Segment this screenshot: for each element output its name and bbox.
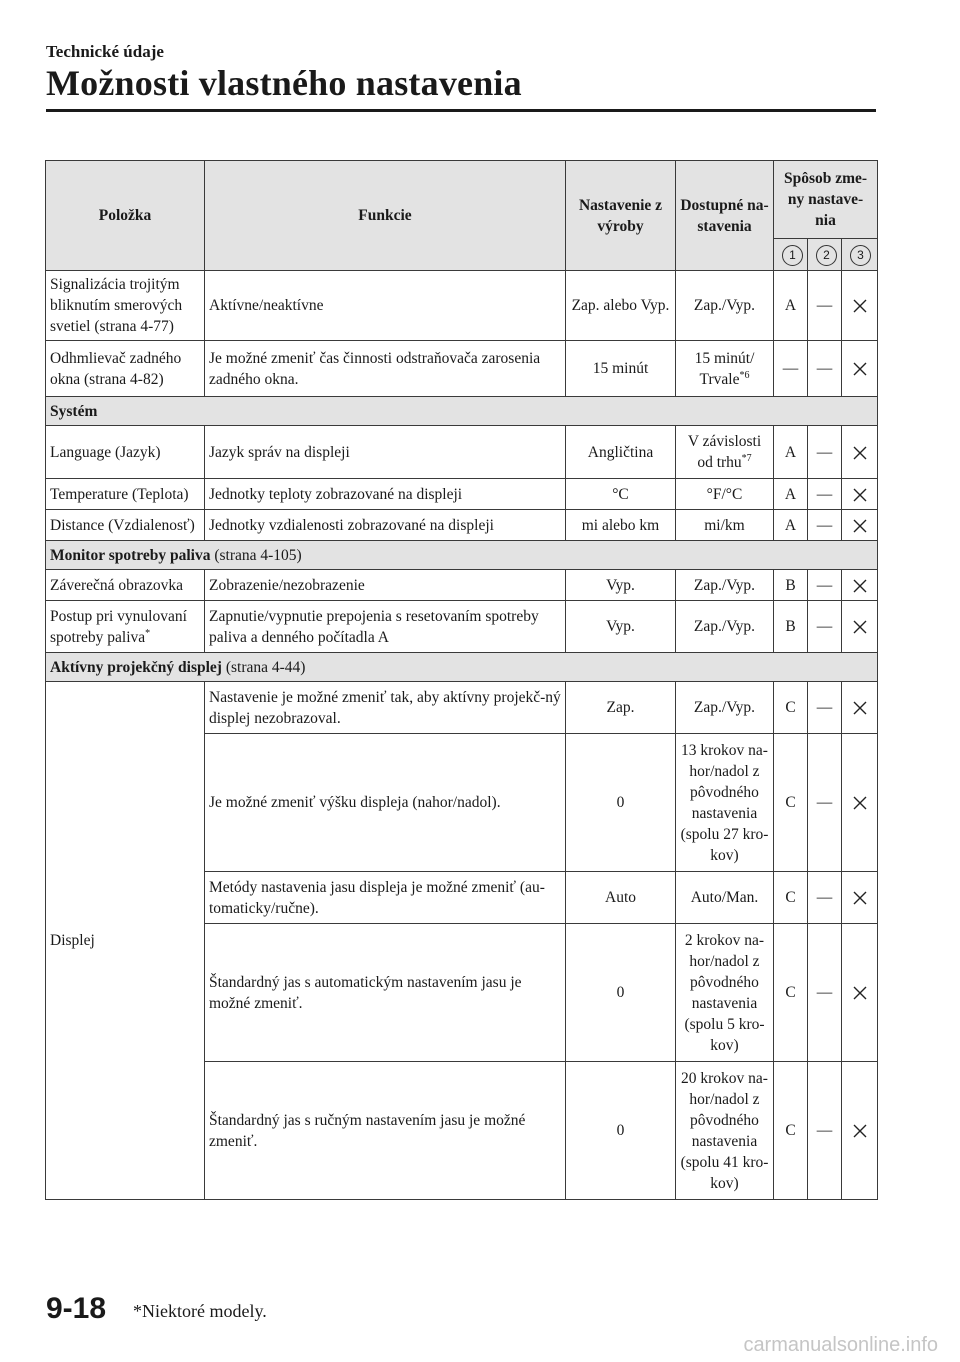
table-row: Metódy nastavenia jasu displeja je možné zmeniť (au-tomaticky/ručne). Auto Auto/Man. C — <box>46 872 878 924</box>
section-fuel-monitor: Monitor spotreby paliva (strana 4-105) <box>46 541 878 570</box>
header-available-settings: Dostupné na-stavenia <box>676 161 774 271</box>
table-row: Záverečná obrazovka Zobrazenie/nezobrazenie Vyp. Zap./Vyp. B — <box>46 570 878 601</box>
table-row: Displej Nastavenie je možné zmeniť tak, aby aktívny projekč-ný displej nezobrazoval. Zap. Zap./Vyp. C — <box>46 682 878 734</box>
not-available-x-icon <box>842 872 878 924</box>
not-available-x-icon <box>842 601 878 653</box>
header-item: Položka <box>46 161 205 271</box>
method-3-icon: 3 <box>850 245 871 266</box>
method-2-icon: 2 <box>816 245 837 266</box>
not-available-x-icon <box>842 734 878 872</box>
table-row: Štandardný jas s ručným nastavením jasu je možné zmeniť. 0 20 krokov na-hor/nadol z pôvodného nastavenia (spolu 41 kro-kov) C — <box>46 1062 878 1200</box>
page-number: 9-18 <box>46 1292 107 1325</box>
table-row: Postup pri vynulovaní spotreby paliva* Zapnutie/vypnutie prepojenia s resetovaním spotreby paliva a denného počítadla A Vyp. Zap./Vyp. B — <box>46 601 878 653</box>
not-available-x-icon <box>842 682 878 734</box>
heading-divider <box>46 109 876 112</box>
customization-table <box>45 160 878 1200</box>
header-factory-setting: Nastavenie z výroby <box>566 161 676 271</box>
section-active-driving-display: Aktívny projekčný displej (strana 4-44) <box>46 653 878 682</box>
not-available-x-icon <box>842 271 878 341</box>
footnote: *Niektoré modely. <box>133 1301 267 1321</box>
not-available-x-icon <box>842 1062 878 1200</box>
watermark: carmanualsonline.info <box>743 1334 938 1356</box>
section-label: Technické údaje <box>46 42 164 61</box>
page-title: Možnosti vlastného nastavenia <box>46 63 522 103</box>
section-system: Systém <box>46 397 878 426</box>
not-available-x-icon <box>842 924 878 1062</box>
not-available-x-icon <box>842 510 878 541</box>
table-row: Je možné zmeniť výšku displeja (nahor/nadol). 0 13 krokov na-hor/nadol z pôvodného nastavenia (spolu 27 kro-kov) C — <box>46 734 878 872</box>
not-available-x-icon <box>842 479 878 510</box>
table-row: Štandardný jas s automatickým nastavením jasu je možné zmeniť. 0 2 krokov na-hor/nadol z pôvodného nastavenia (spolu 5 kro-kov) C — <box>46 924 878 1062</box>
display-item-label: Displej <box>46 682 205 1200</box>
table-row: Odhmlievač zadného okna (strana 4-82) Je možné zmeniť čas činnosti odstraňovača zarosenia zadného okna. 15 minút 15 minút/ Trvale$^{*6}$ — — <box>46 341 878 397</box>
table-row: Language (Jazyk) Jazyk správ na displeji Angličtina V závislosti od trhu$^{*7}$ A — <box>46 426 878 479</box>
header-function: Funkcie <box>205 161 566 271</box>
method-1-icon: 1 <box>782 245 803 266</box>
table-row: Temperature (Teplota) Jednotky teploty zobrazované na displeji °C °F/°C A — <box>46 479 878 510</box>
not-available-x-icon <box>842 341 878 397</box>
not-available-x-icon <box>842 426 878 479</box>
table-row: Signalizácia trojitým bliknutím smerových svetiel (strana 4-77) Aktívne/neaktívne Zap. alebo Vyp. Zap./Vyp. A — <box>46 271 878 341</box>
not-available-x-icon <box>842 570 878 601</box>
header-change-method: Spôsob zme-ny nastave-nia <box>774 161 878 239</box>
table-row: Distance (Vzdialenosť) Jednotky vzdialenosti zobrazované na displeji mi alebo km mi/km A — <box>46 510 878 541</box>
